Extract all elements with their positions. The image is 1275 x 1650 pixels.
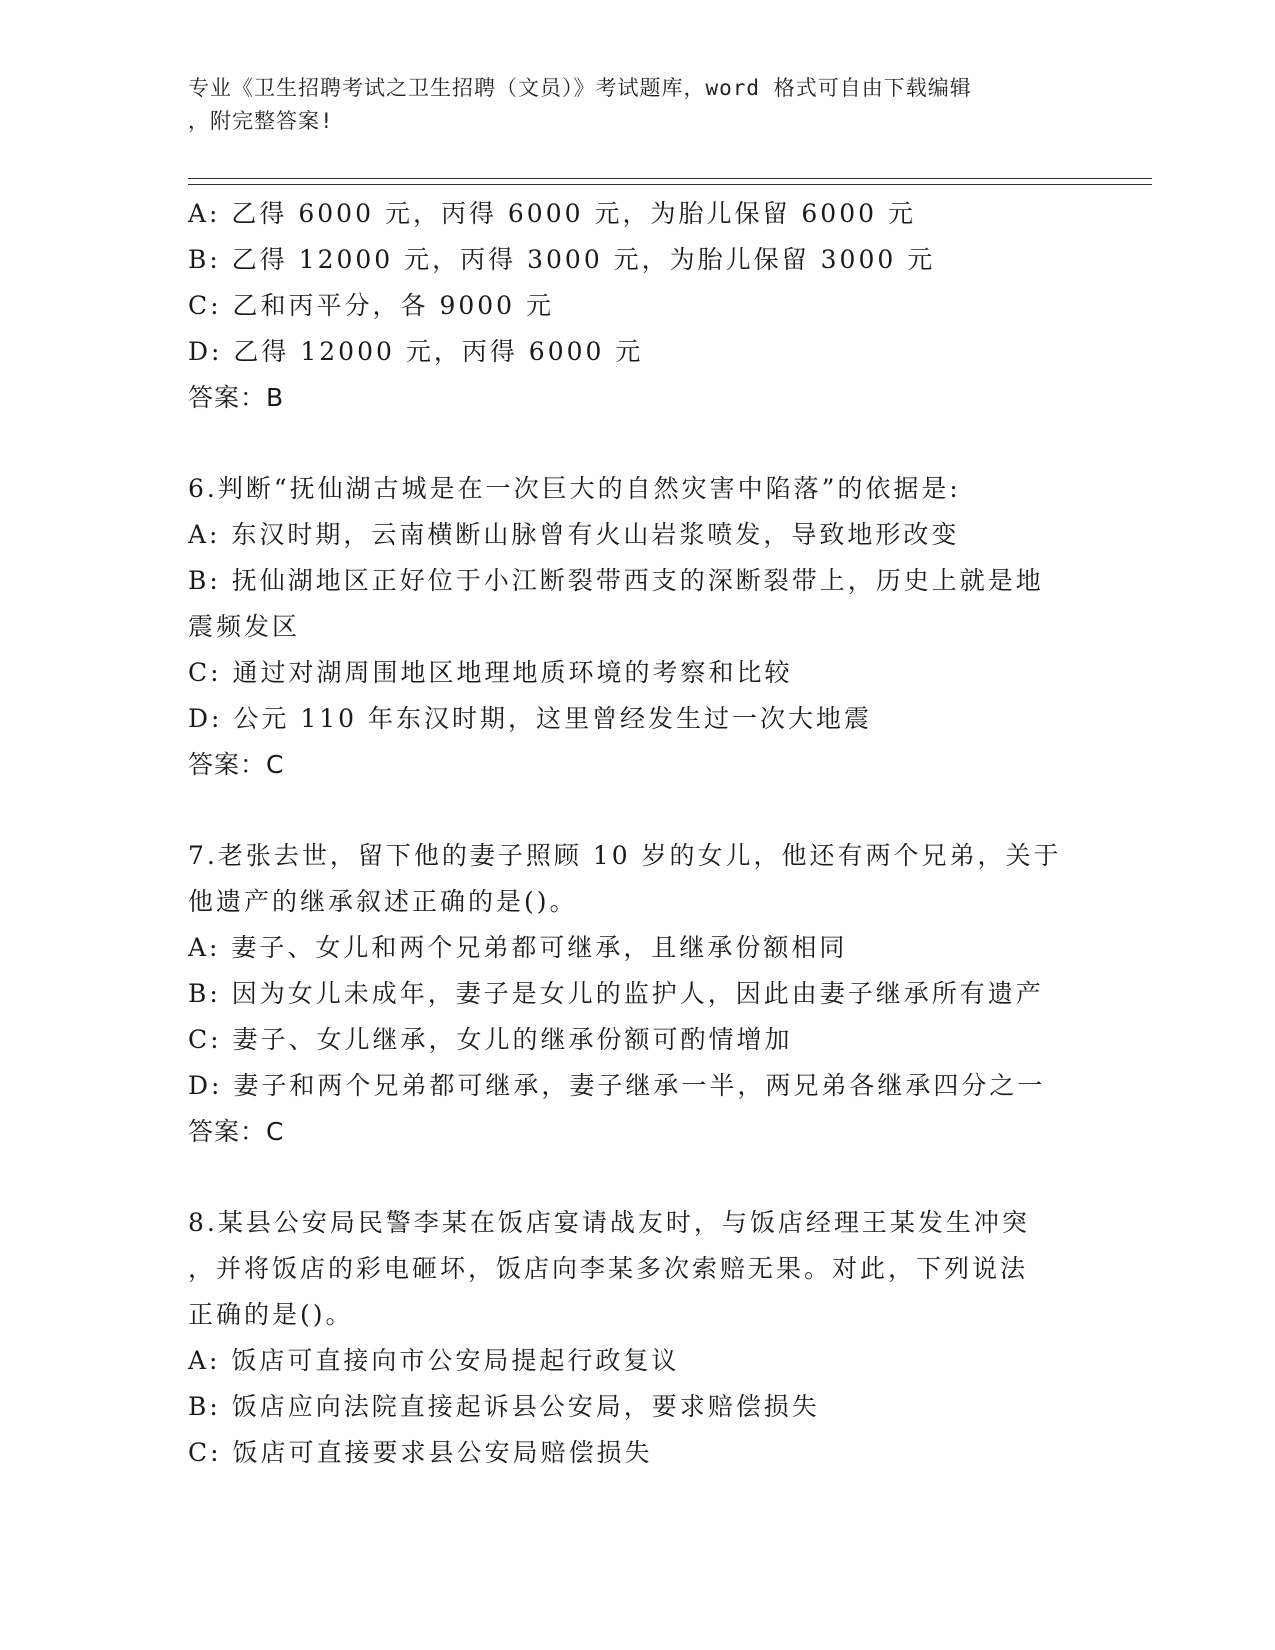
option-a: A: 饭店可直接向市公安局提起行政复议 <box>188 1346 680 1375</box>
header-divider-bottom <box>188 184 1152 185</box>
answer-label: 答案：C <box>188 1117 285 1146</box>
option-b: B: 因为女儿未成年，妻子是女儿的监护人，因此由妻子继承所有遗产 <box>188 979 1044 1008</box>
header-subtitle-line: ，附完整答案! <box>188 109 334 133</box>
question-5-block <box>188 191 1088 421</box>
header-title-line: 专业《卫生招聘考试之卫生招聘（文员）》考试题库，word 格式可自由下载编辑 <box>188 76 972 100</box>
option-c: C: 饭店可直接要求县公安局赔偿损失 <box>188 1438 653 1467</box>
answer-label: 答案：C <box>188 750 285 779</box>
document-header <box>188 72 1088 138</box>
option-d: D: 乙得 12000 元，丙得 6000 元 <box>188 337 644 366</box>
answer-label: 答案：B <box>188 383 285 412</box>
question-7-block <box>188 833 1088 1155</box>
option-b-continued: 震频发区 <box>188 612 301 641</box>
option-b: B: 抚仙湖地区正好位于小江断裂带西支的深断裂带上，历史上就是地 <box>188 566 1044 595</box>
option-a: A: 妻子、女儿和两个兄弟都可继承，且继承份额相同 <box>188 933 848 962</box>
question-list <box>188 191 1088 1476</box>
question-text-continued: ，并将饭店的彩电砸坏，饭店向李某多次索赔无果。对此，下列说法 <box>188 1254 1029 1283</box>
option-d: D: 公元 110 年东汉时期，这里曾经发生过一次大地震 <box>188 704 873 733</box>
question-text-continued: 正确的是()。 <box>188 1300 354 1329</box>
option-d: D: 妻子和两个兄弟都可继承，妻子继承一半，两兄弟各继承四分之一 <box>188 1071 1046 1100</box>
option-b: B: 饭店应向法院直接起诉县公安局，要求赔偿损失 <box>188 1392 820 1421</box>
question-6-block <box>188 466 1088 788</box>
question-text: 6.判断“抚仙湖古城是在一次巨大的自然灾害中陷落”的依据是: <box>188 474 961 503</box>
option-c: C: 妻子、女儿继承，女儿的继承份额可酌情增加 <box>188 1025 793 1054</box>
question-text-continued: 他遗产的继承叙述正确的是()。 <box>188 887 578 916</box>
header-divider-top <box>188 178 1152 179</box>
question-8-block <box>188 1200 1088 1476</box>
question-text: 7.老张去世，留下他的妻子照顾 10 岁的女儿，他还有两个兄弟，关于 <box>188 841 1062 870</box>
option-c: C: 通过对湖周围地区地理地质环境的考察和比较 <box>188 658 793 687</box>
option-c: C: 乙和丙平分，各 9000 元 <box>188 291 555 320</box>
option-b: B: 乙得 12000 元，丙得 3000 元，为胎儿保留 3000 元 <box>188 245 936 274</box>
option-a: A: 东汉时期，云南横断山脉曾有火山岩浆喷发，导致地形改变 <box>188 520 960 549</box>
question-text: 8.某县公安局民警李某在饭店宴请战友时，与饭店经理王某发生冲突 <box>188 1208 1030 1237</box>
option-a: A: 乙得 6000 元，丙得 6000 元，为胎儿保留 6000 元 <box>188 199 916 228</box>
